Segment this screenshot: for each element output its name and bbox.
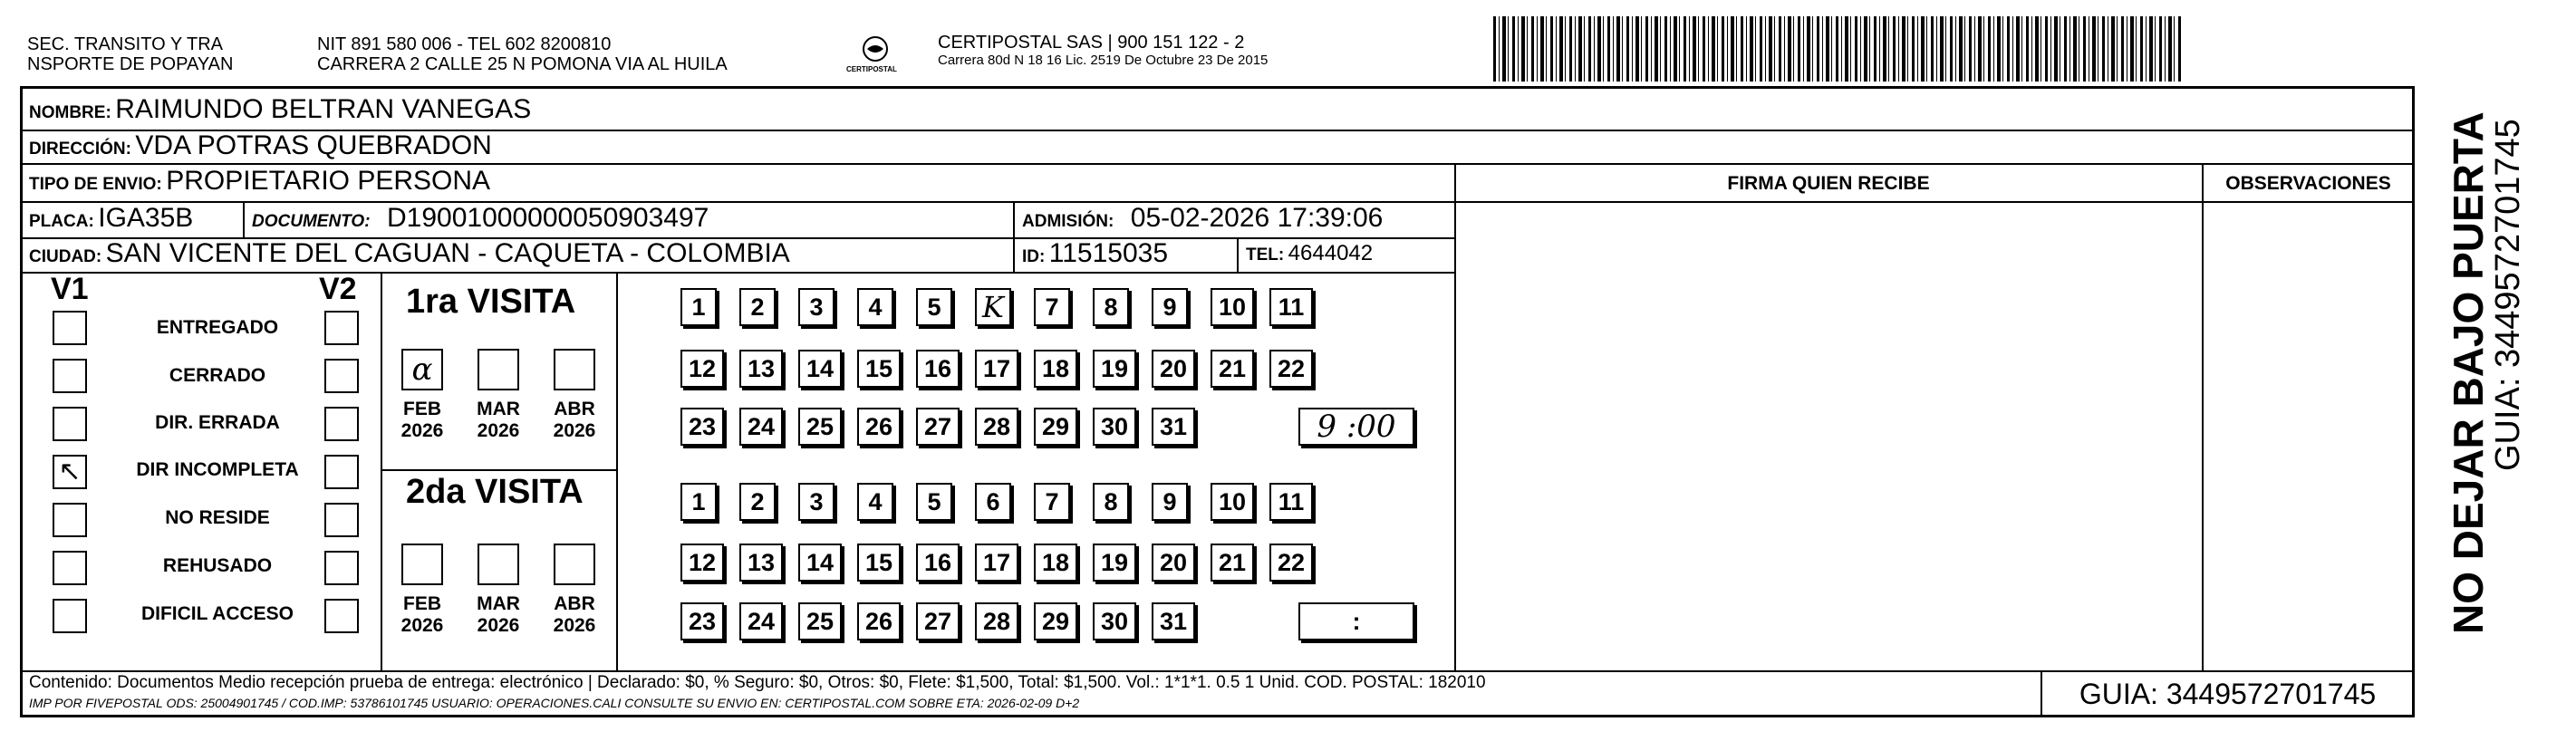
visit2-month-mar-box[interactable] bbox=[478, 544, 519, 585]
day-1-box[interactable]: 1 bbox=[680, 288, 717, 326]
courier-info bbox=[938, 33, 1268, 68]
day-16-box[interactable]: 16 bbox=[916, 544, 960, 582]
visit1-month-feb: FEB 2026 bbox=[400, 399, 444, 441]
visit2-time-box[interactable]: : bbox=[1298, 602, 1414, 640]
tipo-envio-value: PROPIETARIO PERSONA bbox=[166, 166, 491, 196]
day-24-box[interactable]: 24 bbox=[739, 408, 783, 446]
day-9-box[interactable]: 9 bbox=[1152, 483, 1188, 521]
side-guia: GUIA: 3449572701745 bbox=[2489, 119, 2527, 471]
tel-row bbox=[1246, 238, 1373, 272]
observaciones-header: OBSERVACIONES bbox=[2225, 173, 2391, 194]
firma-header: FIRMA QUIEN RECIBE bbox=[1727, 173, 1930, 194]
tel-label: TEL: bbox=[1246, 245, 1285, 265]
day-12-box[interactable]: 12 bbox=[680, 350, 724, 388]
nombre-value: RAIMUNDO BELTRAN VANEGAS bbox=[115, 94, 532, 124]
day-17-box[interactable]: 17 bbox=[975, 544, 1018, 582]
day-12-box[interactable]: 12 bbox=[680, 544, 724, 582]
footer-guia: GUIA: 3449572701745 bbox=[2079, 678, 2377, 710]
day-6-box[interactable]: 6 bbox=[975, 483, 1011, 521]
day-5-box[interactable]: 5 bbox=[916, 483, 952, 521]
v1-checkbox-dir-errada[interactable] bbox=[53, 407, 87, 441]
day-2-box[interactable]: 2 bbox=[739, 483, 776, 521]
courier-line-2: Carrera 80d N 18 16 Lic. 2519 De Octubre 23 De 2015 bbox=[938, 53, 1269, 68]
v2-checkbox-entregado[interactable] bbox=[324, 311, 359, 345]
day-11-box[interactable]: 11 bbox=[1269, 288, 1313, 326]
nit-line: NIT 891 580 006 - TEL 602 8200810 bbox=[317, 34, 612, 54]
v2-checkbox-dir-errada[interactable] bbox=[324, 407, 359, 441]
day-19-box[interactable]: 19 bbox=[1093, 544, 1136, 582]
side-warning bbox=[2446, 111, 2526, 634]
day-11-box[interactable]: 11 bbox=[1269, 483, 1313, 521]
id-value: 11515035 bbox=[1048, 238, 1169, 268]
day-31-box[interactable]: 31 bbox=[1152, 602, 1195, 640]
footer-content-line: Contenido: Documentos Medio recepción prueba de entrega: electrónico | Declarado: $0, % Seguro: $0, Otros: $0, Flete: $1,500, Total: $1,500. Vol.: 1*1*1. 0.5 1 Unid. COD. POSTAL: 182010 bbox=[29, 673, 1486, 692]
v1-checkbox-entregado[interactable] bbox=[53, 311, 87, 345]
status-cerrado: CERRADO bbox=[169, 365, 266, 386]
day-27-box[interactable]: 27 bbox=[916, 602, 960, 640]
ciudad-label: CIUDAD: bbox=[29, 247, 102, 266]
day-17-box[interactable]: 17 bbox=[975, 350, 1018, 388]
day-27-box[interactable]: 27 bbox=[916, 408, 960, 446]
day-9-box[interactable]: 9 bbox=[1152, 288, 1188, 326]
day-19-box[interactable]: 19 bbox=[1093, 350, 1136, 388]
logo-text: CERTIPOSTAL bbox=[846, 65, 897, 73]
day-21-box[interactable]: 21 bbox=[1211, 544, 1254, 582]
day-26-box[interactable]: 26 bbox=[857, 408, 901, 446]
visit2-month-mar: MAR 2026 bbox=[477, 593, 520, 636]
placa-row bbox=[29, 203, 193, 238]
admision-label: ADMISIÓN: bbox=[1022, 212, 1114, 231]
direccion-row bbox=[29, 130, 492, 166]
day-30-box[interactable]: 30 bbox=[1093, 602, 1136, 640]
day-6-box[interactable]: K bbox=[975, 288, 1011, 326]
day-15-box[interactable]: 15 bbox=[857, 544, 901, 582]
day-24-box[interactable]: 24 bbox=[739, 602, 783, 640]
day-15-box[interactable]: 15 bbox=[857, 350, 901, 388]
tel-value: 4644042 bbox=[1288, 241, 1374, 265]
side-warning-text: NO DEJAR BAJO PUERTA bbox=[2445, 111, 2492, 634]
admision-row bbox=[1022, 203, 1383, 238]
v1-checkbox-rehusado[interactable] bbox=[53, 551, 87, 585]
visit2-title: 2da VISITA bbox=[406, 473, 584, 511]
day-21-box[interactable]: 21 bbox=[1211, 350, 1254, 388]
company-line-2: NSPORTE DE POPAYAN bbox=[27, 54, 234, 74]
tipo-envio-label: TIPO DE ENVIO: bbox=[29, 175, 162, 194]
v1-checkbox-cerrado[interactable] bbox=[53, 359, 87, 393]
v1-checkbox-no-reside[interactable] bbox=[53, 503, 87, 537]
day-3-box[interactable]: 3 bbox=[798, 288, 835, 326]
day-20-box[interactable]: 20 bbox=[1152, 544, 1195, 582]
status-entregado: ENTREGADO bbox=[156, 317, 279, 338]
v1-checkbox-dir-incompleta[interactable]: ↖ bbox=[53, 455, 87, 489]
tipo-envio-row bbox=[29, 166, 490, 201]
nombre-label: NOMBRE: bbox=[29, 103, 111, 122]
day-14-box[interactable]: 14 bbox=[798, 350, 842, 388]
day-28-box[interactable]: 28 bbox=[975, 602, 1018, 640]
day-18-box[interactable]: 18 bbox=[1034, 544, 1077, 582]
documento-value: D19001000000050903497 bbox=[387, 203, 709, 233]
visit1-month-feb-box[interactable]: α bbox=[401, 349, 443, 390]
day-22-box[interactable]: 22 bbox=[1269, 544, 1313, 582]
visit1-time-box[interactable]: 9 :00 bbox=[1298, 408, 1414, 446]
address-line: CARRERA 2 CALLE 25 N POMONA VIA AL HUILA bbox=[317, 54, 728, 74]
day-8-box[interactable]: 8 bbox=[1093, 483, 1129, 521]
visit1-month-mar-box[interactable] bbox=[478, 349, 519, 390]
ciudad-row bbox=[29, 238, 790, 274]
day-30-box[interactable]: 30 bbox=[1093, 408, 1136, 446]
v2-checkbox-cerrado[interactable] bbox=[324, 359, 359, 393]
admision-value: 05-02-2026 17:39:06 bbox=[1130, 203, 1384, 233]
visit1-month-abr: ABR 2026 bbox=[553, 399, 596, 441]
placa-value: IGA35B bbox=[98, 203, 194, 233]
courier-line-1: CERTIPOSTAL SAS | 900 151 122 - 2 bbox=[938, 33, 1245, 53]
documento-row bbox=[252, 203, 709, 238]
v2-checkbox-dir-incompleta[interactable] bbox=[324, 455, 359, 489]
v1-checkbox-dificil-acceso[interactable] bbox=[53, 599, 87, 633]
documento-label: DOCUMENTO: bbox=[252, 212, 371, 231]
direccion-value: VDA POTRAS QUEBRADON bbox=[135, 130, 492, 160]
day-29-box[interactable]: 29 bbox=[1034, 602, 1077, 640]
day-31-box[interactable]: 31 bbox=[1152, 408, 1195, 446]
v2-checkbox-rehusado[interactable] bbox=[324, 551, 359, 585]
visit2-month-feb-box[interactable] bbox=[401, 544, 443, 585]
placa-label: PLACA: bbox=[29, 212, 94, 231]
v2-checkbox-dificil-acceso[interactable] bbox=[324, 599, 359, 633]
certipostal-logo bbox=[846, 31, 899, 78]
v1-label: V1 bbox=[51, 272, 89, 306]
day-23-box[interactable]: 23 bbox=[680, 602, 724, 640]
day-20-box[interactable]: 20 bbox=[1152, 350, 1195, 388]
day-26-box[interactable]: 26 bbox=[857, 602, 901, 640]
day-13-box[interactable]: 13 bbox=[739, 544, 783, 582]
footer-print-line: IMP POR FIVEPOSTAL ODS: 25004901745 / COD.IMP: 53786101745 USUARIO: OPERACIONES.CALI CONSULTE SU ENVIO EN: CERTIPOSTAL.COM SOBRE ETA: 2026-02-09 D+2 bbox=[29, 696, 1080, 710]
day-29-box[interactable]: 29 bbox=[1034, 408, 1077, 446]
status-rehusado: REHUSADO bbox=[162, 555, 273, 576]
visit1-month-mar: MAR 2026 bbox=[477, 399, 520, 441]
company-line-1: SEC. TRANSITO Y TRA bbox=[27, 34, 223, 54]
visit2-month-abr: ABR 2026 bbox=[553, 593, 596, 636]
day-7-box[interactable]: 7 bbox=[1034, 483, 1070, 521]
day-8-box[interactable]: 8 bbox=[1093, 288, 1129, 326]
barcode bbox=[1493, 16, 2184, 82]
visit2-month-feb: FEB 2026 bbox=[400, 593, 444, 636]
day-25-box[interactable]: 25 bbox=[798, 408, 842, 446]
id-label: ID: bbox=[1022, 247, 1046, 266]
status-no-reside: NO RESIDE bbox=[165, 507, 270, 528]
day-5-box[interactable]: 5 bbox=[916, 288, 952, 326]
day-10-box[interactable]: 10 bbox=[1211, 288, 1254, 326]
day-2-box[interactable]: 2 bbox=[739, 288, 776, 326]
id-row bbox=[1022, 238, 1168, 274]
ciudad-value: SAN VICENTE DEL CAGUAN - CAQUETA - COLOMBIA bbox=[105, 238, 790, 268]
day-7-box[interactable]: 7 bbox=[1034, 288, 1070, 326]
status-dir-incompleta: DIR INCOMPLETA bbox=[136, 459, 299, 480]
company-contact bbox=[317, 34, 728, 74]
visit2-month-abr-box[interactable] bbox=[554, 544, 595, 585]
status-dir-errada: DIR. ERRADA bbox=[155, 412, 280, 433]
day-13-box[interactable]: 13 bbox=[739, 350, 783, 388]
day-22-box[interactable]: 22 bbox=[1269, 350, 1313, 388]
day-3-box[interactable]: 3 bbox=[798, 483, 835, 521]
day-4-box[interactable]: 4 bbox=[857, 288, 893, 326]
day-1-box[interactable]: 1 bbox=[680, 483, 717, 521]
day-18-box[interactable]: 18 bbox=[1034, 350, 1077, 388]
visit1-month-abr-box[interactable] bbox=[554, 349, 595, 390]
company-name bbox=[27, 34, 233, 74]
direccion-label: DIRECCIÓN: bbox=[29, 140, 131, 159]
day-14-box[interactable]: 14 bbox=[798, 544, 842, 582]
day-23-box[interactable]: 23 bbox=[680, 408, 724, 446]
day-28-box[interactable]: 28 bbox=[975, 408, 1018, 446]
v2-checkbox-no-reside[interactable] bbox=[324, 503, 359, 537]
visit1-title: 1ra VISITA bbox=[406, 283, 576, 321]
v2-label: V2 bbox=[319, 272, 357, 306]
day-25-box[interactable]: 25 bbox=[798, 602, 842, 640]
day-4-box[interactable]: 4 bbox=[857, 483, 893, 521]
nombre-row bbox=[29, 94, 531, 130]
status-dificil-acceso: DIFICIL ACCESO bbox=[140, 603, 294, 624]
day-16-box[interactable]: 16 bbox=[916, 350, 960, 388]
day-10-box[interactable]: 10 bbox=[1211, 483, 1254, 521]
